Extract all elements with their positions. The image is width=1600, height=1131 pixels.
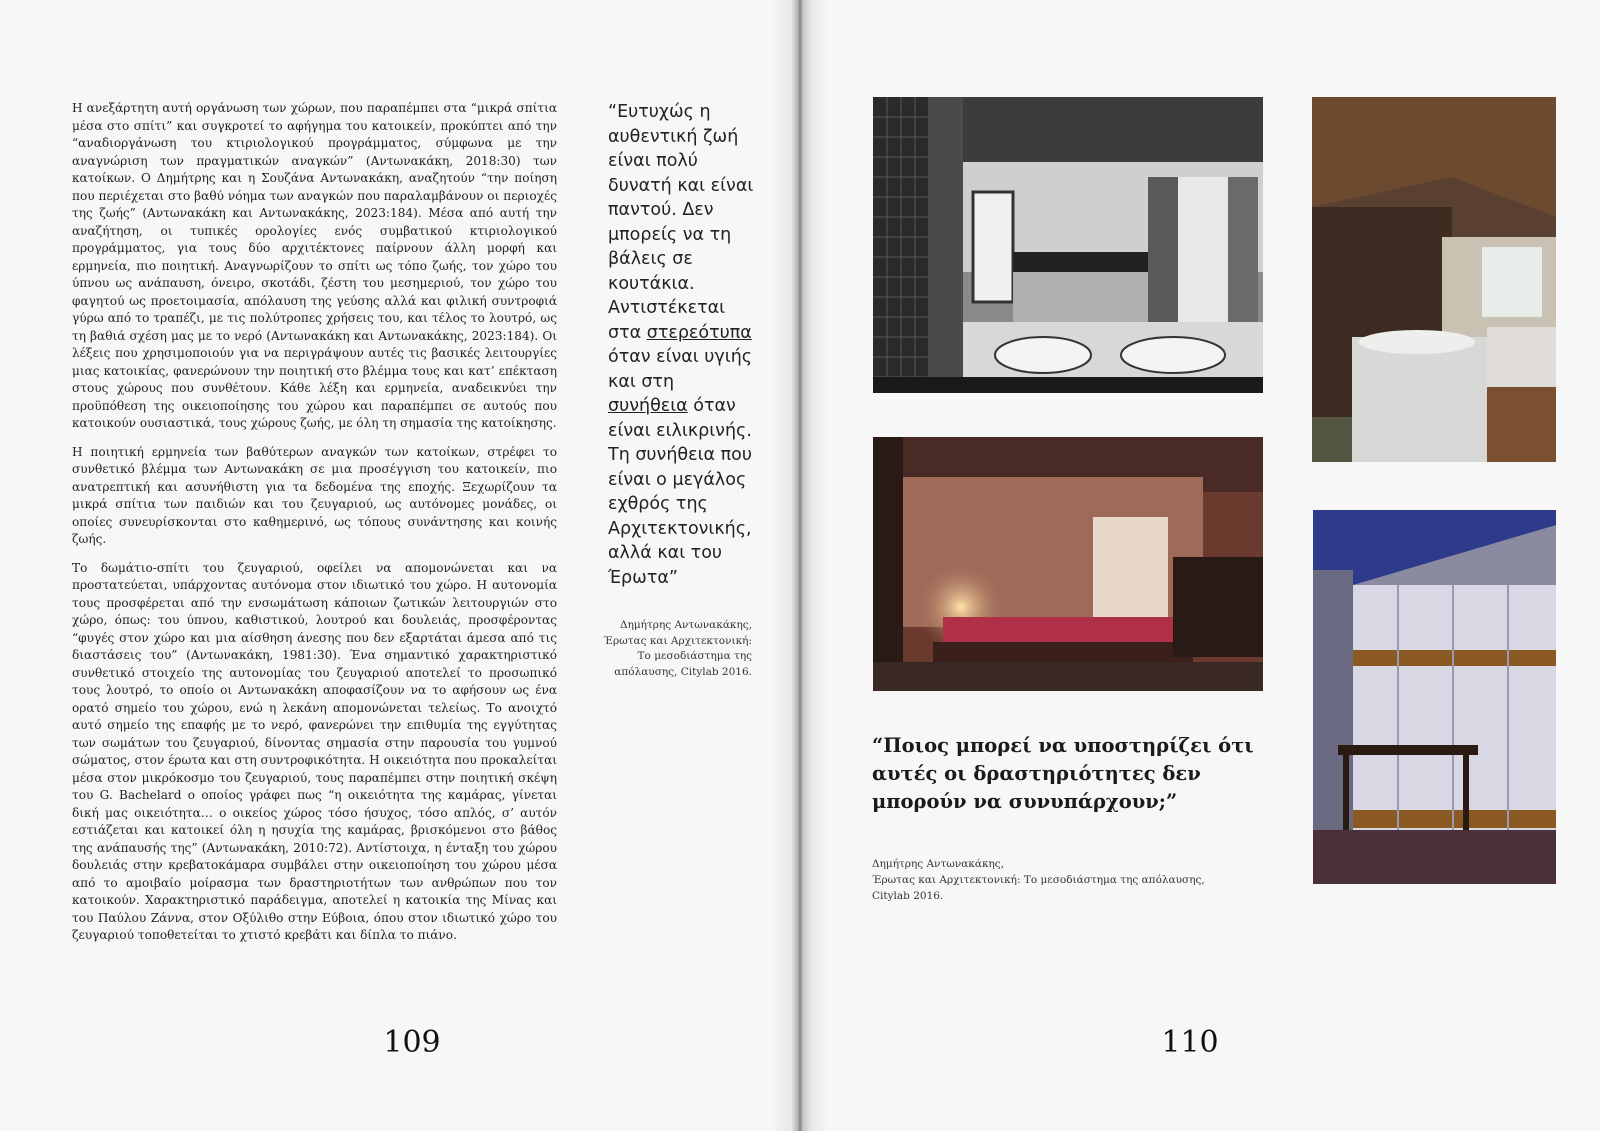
pull-quote-citation: Δημήτρης Αντωνακάκης, Έρωτας και Αρχιτεκτονική: Το μεσοδιάστημα της απόλαυσης, Citylab 2016. xyxy=(603,619,752,678)
paragraph-1: Η ανεξάρτητη αυτή οργάνωση των χώρων, που παραπέμπει στα “μικρά σπίτια μέσα στο σπίτι” και συγκροτεί το αφήγημα του κατοικείν, προκύπτει από την “αναδιοργάνωση του κτιριολογικού προγράμματος, σύμφωνα με την αναγνώριση των πραγματικών αναγκών” (Αντωνακάκη, 2018:30) των κατοίκων. Ο Δημήτρης και η Σουζάνα Αντωνακάκη, αναζητούν “την ποίηση που περιέχεται στο βαθύ νόημα των αναγκών που παραλαμβάνουν οι περιοχές της ζωής” (Αντωνακάκη και Αντωνακάκης, 2023:184). Μέσα από αυτή την αναζήτηση, οι τυπικές ορολογίες ενός συμβατικού κτιριολογικού προγράμματος, για τους δύο αρχιτέκτονες παίρνουν άλλη μορφή και ερμηνεία, πιο ποιητική. Αναγνωρίζουν το σπίτι ως τόπο ζωής, τον χώρο του ύπνου ως ανάπαυση, όνειρο, σκοτάδι, ζέστη του μεσημεριού, τον χώρο του φαγητού ως προετοιμασία, απόλαυση της γεύσης αλλά και φιλική συντροφιά γύρω από το τραπέζι, με τις πολύτροπες χρήσεις του, και τέλος το λουτρό, ως τη βαθιά σχέση μας με το νερό (Αντωνακάκη και Αντωνακάκης, 2023:184). Οι λέξεις που χρησιμοποιούν για να περιγράψουν αυτές τις βασικές λειτουργίες μιας κατοικίας, φανερώνουν την ποιητική στο βλέμμα τους και κατ’ επέκταση στους χώρους που συνθέτουν. Κάθε λέξη και ερμηνεία, αναδεικνύει την προϋπόθεση της οικειοποίησης του χώρου και παραπέμπει σε αυτούς που κατοικούν ουσιαστικά, τους χώρους ζωής, με όλη τη σημασία της κατοίκησης. xyxy=(72,101,557,430)
pull-quote xyxy=(608,100,758,590)
pull-quote-text-1: “Ευτυχώς η αυθεντική ζωή είναι πολύ δυνατή και είναι παντού. Δεν μπορείς να τη βάλεις σε κουτάκια. Αντιστέκεται στα xyxy=(608,102,754,343)
citation-title: Έρωτας και Αρχιτεκτονική: Το μεσοδιάστημα της απόλαυσης, xyxy=(872,874,1205,886)
photo-blue-room-wardrobe-desk xyxy=(1313,510,1556,884)
citation-publisher: Citylab 2016. xyxy=(872,890,944,902)
pull-quote-underlined-stereotypes: στερεότυπα xyxy=(646,322,752,343)
photo-color-bathroom-bedroom xyxy=(1312,97,1556,462)
pull-quote-text-2: όταν είναι υγιής και στη xyxy=(608,347,753,392)
page-number-right: 110 xyxy=(1161,1025,1219,1060)
pull-quote-underlined-habit: συνήθεια xyxy=(608,396,688,416)
photo-bathroom-double-sinks xyxy=(873,97,1263,393)
paragraph-2: Η ποιητική ερμηνεία των βαθύτερων αναγκών των κατοίκων, στρέφει το συνθετικό βλέμμα των Αντωνακάκη σε μια προσέγγιση του κατοικείν, πιο ανατρεπτική και ασυνήθιστη για τα δεδομένα της εποχής. Ξεχωρίζουν τα μικρά σπίτια των παιδιών και του ζευγαριού, ως αυτόνομες μονάδες, οι οποίες συνευρίσκονται στο καθημερινό, ως τόπους συνάντησης και κοινής ζωής. xyxy=(72,444,557,546)
body-text xyxy=(72,100,557,956)
paragraph-3: Το δωμάτιο-σπίτι του ζευγαριού, οφείλει να απομονώνεται και να προστατεύεται, υπάρχοντας αυτόνομα στον ιδιωτικό του χώρο. Η αυτονομία τους προσφέρεται από την ενσωμάτωση κάποιων ζωτικών λειτουργιών στο χώρο, όπως: του ύπνου, καθιστικού, λουτρού και δουλειάς, προσφέροντας “φυγές στον χώρο και μια αίσθηση άνεσης που δεν εξαρτάται άμεσα από τις διαστάσεις του” (Αντωνακάκη, 1981:30). Ένα σημαντικό χαρακτηριστικό συνθετικό στοιχείο της αυτονομίας του ζευγαριού αποτελεί το προσωπικό τους λουτρό, το οποίο οι Αντωνακάκη αποφασίζουν να το αφήσουν ως ένα ορατό σημείο του χώρου, ενώ η λεκάνη απομονώνεται τελείως. Το ανοιχτό αυτό σημείο της επαφής με το νερό, φανερώνει την επιθυμία της εγγύτητας των σωμάτων του ζευγαριού, δίνοντας σημασία στην παρουσία του γυμνού σώματος, στον έρωτα και στη συντροφικότητα. Η οικειότητα που προκαλείται μέσα στον μικρόκοσμο του ζευγαριού, τους παραπέμπει στην ποιητική σκέψη του G. Bachelard ο οποίος γράφει πως “η οικειότητα της καμάρας, γίνεται δική μας οικειότητα… ο οικείος χώρος τόσο ήσυχος, τόσο απλός, σ’ αυτόν εστιάζεται και κατοικεί όλη η ησυχία της καμάρας, βρισκόμενοι στο βάθος της ανάπαυσής της” (Αντωνακάκη, 2010:72). Αντίστοιχα, η ένταξη του χώρου δουλειάς στην κρεβατοκάμαρα συμβάλει στην οικειοποίηση του χώρου μέσα από το αμοιβαίο μοίρασμα των δραστηριοτήτων των ανθρώπων που τον κατοικούν. Χαρακτηριστικό παράδειγμα, αποτελεί η κατοικία της Μίνας και του Παύλου Ζάννα, στον Οξύλιθο στην Εύβοια, όπου στον ιδιωτικό χώρο του ζευγαριού τοποθετείται το χτιστό κρεβάτι και δίπλα το πιάνο. xyxy=(72,560,557,942)
right-page xyxy=(802,0,1600,1131)
highlight-quote: “Ποιος μπορεί να υποστηρίζει ότι αυτές οι δραστηριότητες δεν μπορούν να συνυπάρχουν;” xyxy=(872,734,1254,813)
left-page xyxy=(0,0,798,1131)
highlight-quote-citation xyxy=(872,856,1272,904)
page-number-left: 109 xyxy=(383,1025,441,1060)
pull-quote-text-3: όταν είναι ειλικρινής. Τη συνήθεια που είναι ο μεγάλος εχθρός της Αρχιτεκτονικής, αλλά και του Έρωτα” xyxy=(608,396,752,588)
citation-author: Δημήτρης Αντωνακάκης, xyxy=(872,858,1005,870)
photo-bedroom-built-in-bed-piano xyxy=(873,437,1263,691)
